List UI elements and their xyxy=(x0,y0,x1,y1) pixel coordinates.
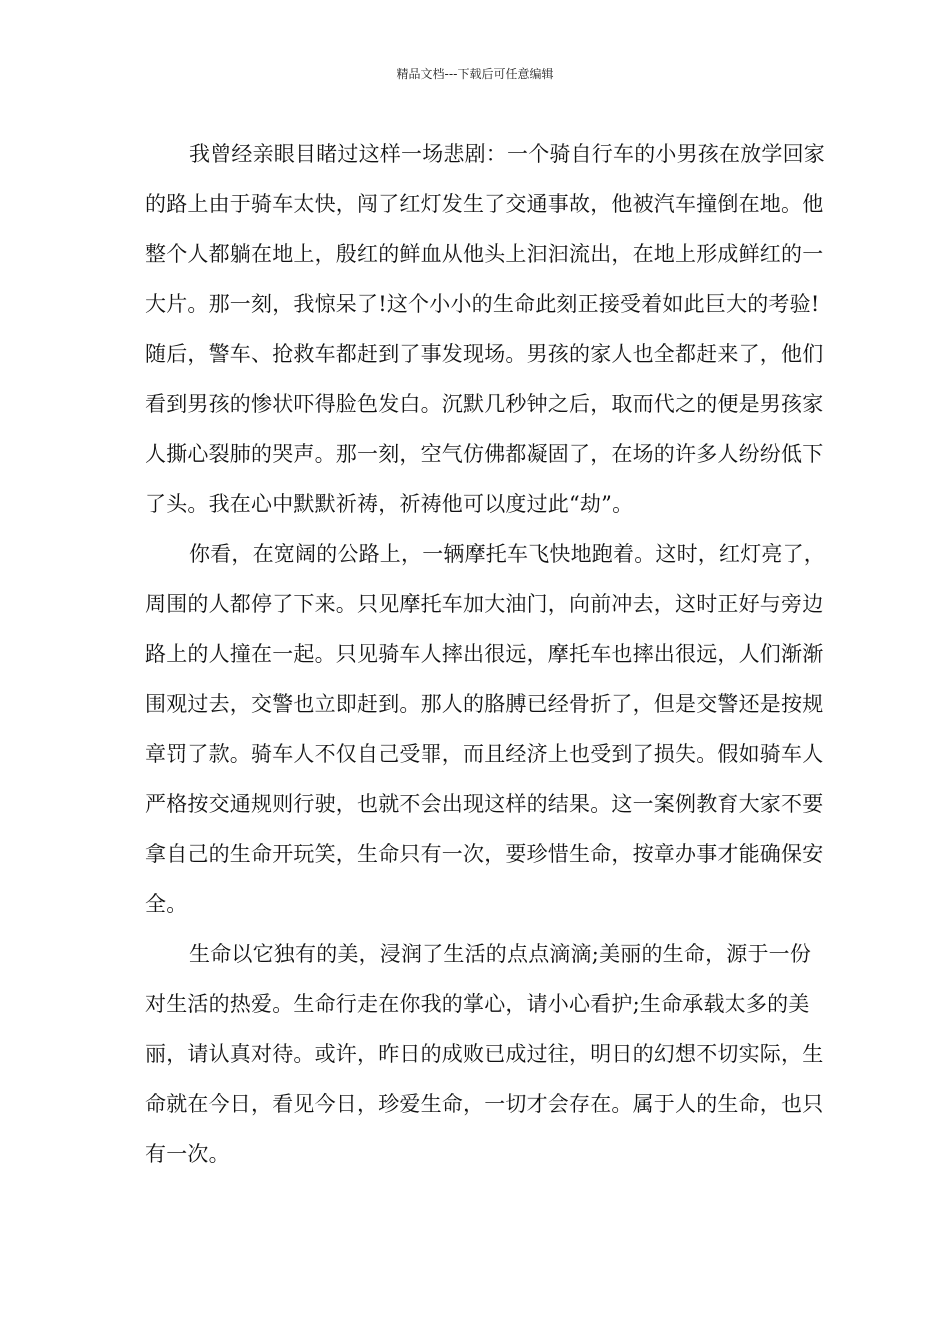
document-body xyxy=(145,129,825,1179)
page-header: 精品文档---下载后可任意编辑 xyxy=(396,67,554,81)
paragraph-2: 你看，在宽阔的公路上，一辆摩托车飞快地跑着。这时，红灯亮了，周围的人都停了下来。只见摩托车加大油门，向前冲去，这时正好与旁边路上的人撞在一起。只见骑车人摔出很远，摩托车也摔出很远，人们渐渐围观过去，交警也立即赶到。那人的胳膊已经骨折了，但是交警还是按规章罚了款。骑车人不仅自己受罪，而且经济上也受到了损失。假如骑车人严格按交通规则行驶，也就不会出现这样的结果。这一案例教育大家不要拿自己的生命开玩笑，生命只有一次，要珍惜生命，按章办事才能确保安全。 xyxy=(145,542,825,916)
paragraph-3: 生命以它独有的美，浸润了生活的点点滴滴;美丽的生命，源于一份对生活的热爱。生命行走在你我的掌心，请小心看护;生命承载太多的美丽，请认真对待。或许，昨日的成败已成过往，明日的幻想不切实际，生命就在今日，看见今日，珍爱生命，一切才会存在。属于人的生命，也只有一次。 xyxy=(145,942,824,1166)
paragraph-1: 我曾经亲眼目睹过这样一场悲剧：一个骑自行车的小男孩在放学回家的路上由于骑车太快，闯了红灯发生了交通事故，他被汽车撞倒在地。他整个人都躺在地上，殷红的鲜血从他头上汩汩流出，在地上形成鲜红的一大片。那一刻，我惊呆了!这个小小的生命此刻正接受着如此巨大的考验!随后，警车、抢救车都赶到了事发现场。男孩的家人也全都赶来了，他们看到男孩的惨状吓得脸色发白。沉默几秒钟之后，取而代之的便是男孩家人撕心裂肺的哭声。那一刻，空气仿佛都凝固了，在场的许多人纷纷低下了头。我在心中默默祈祷，祈祷他可以度过此“劫”。 xyxy=(145,142,825,516)
